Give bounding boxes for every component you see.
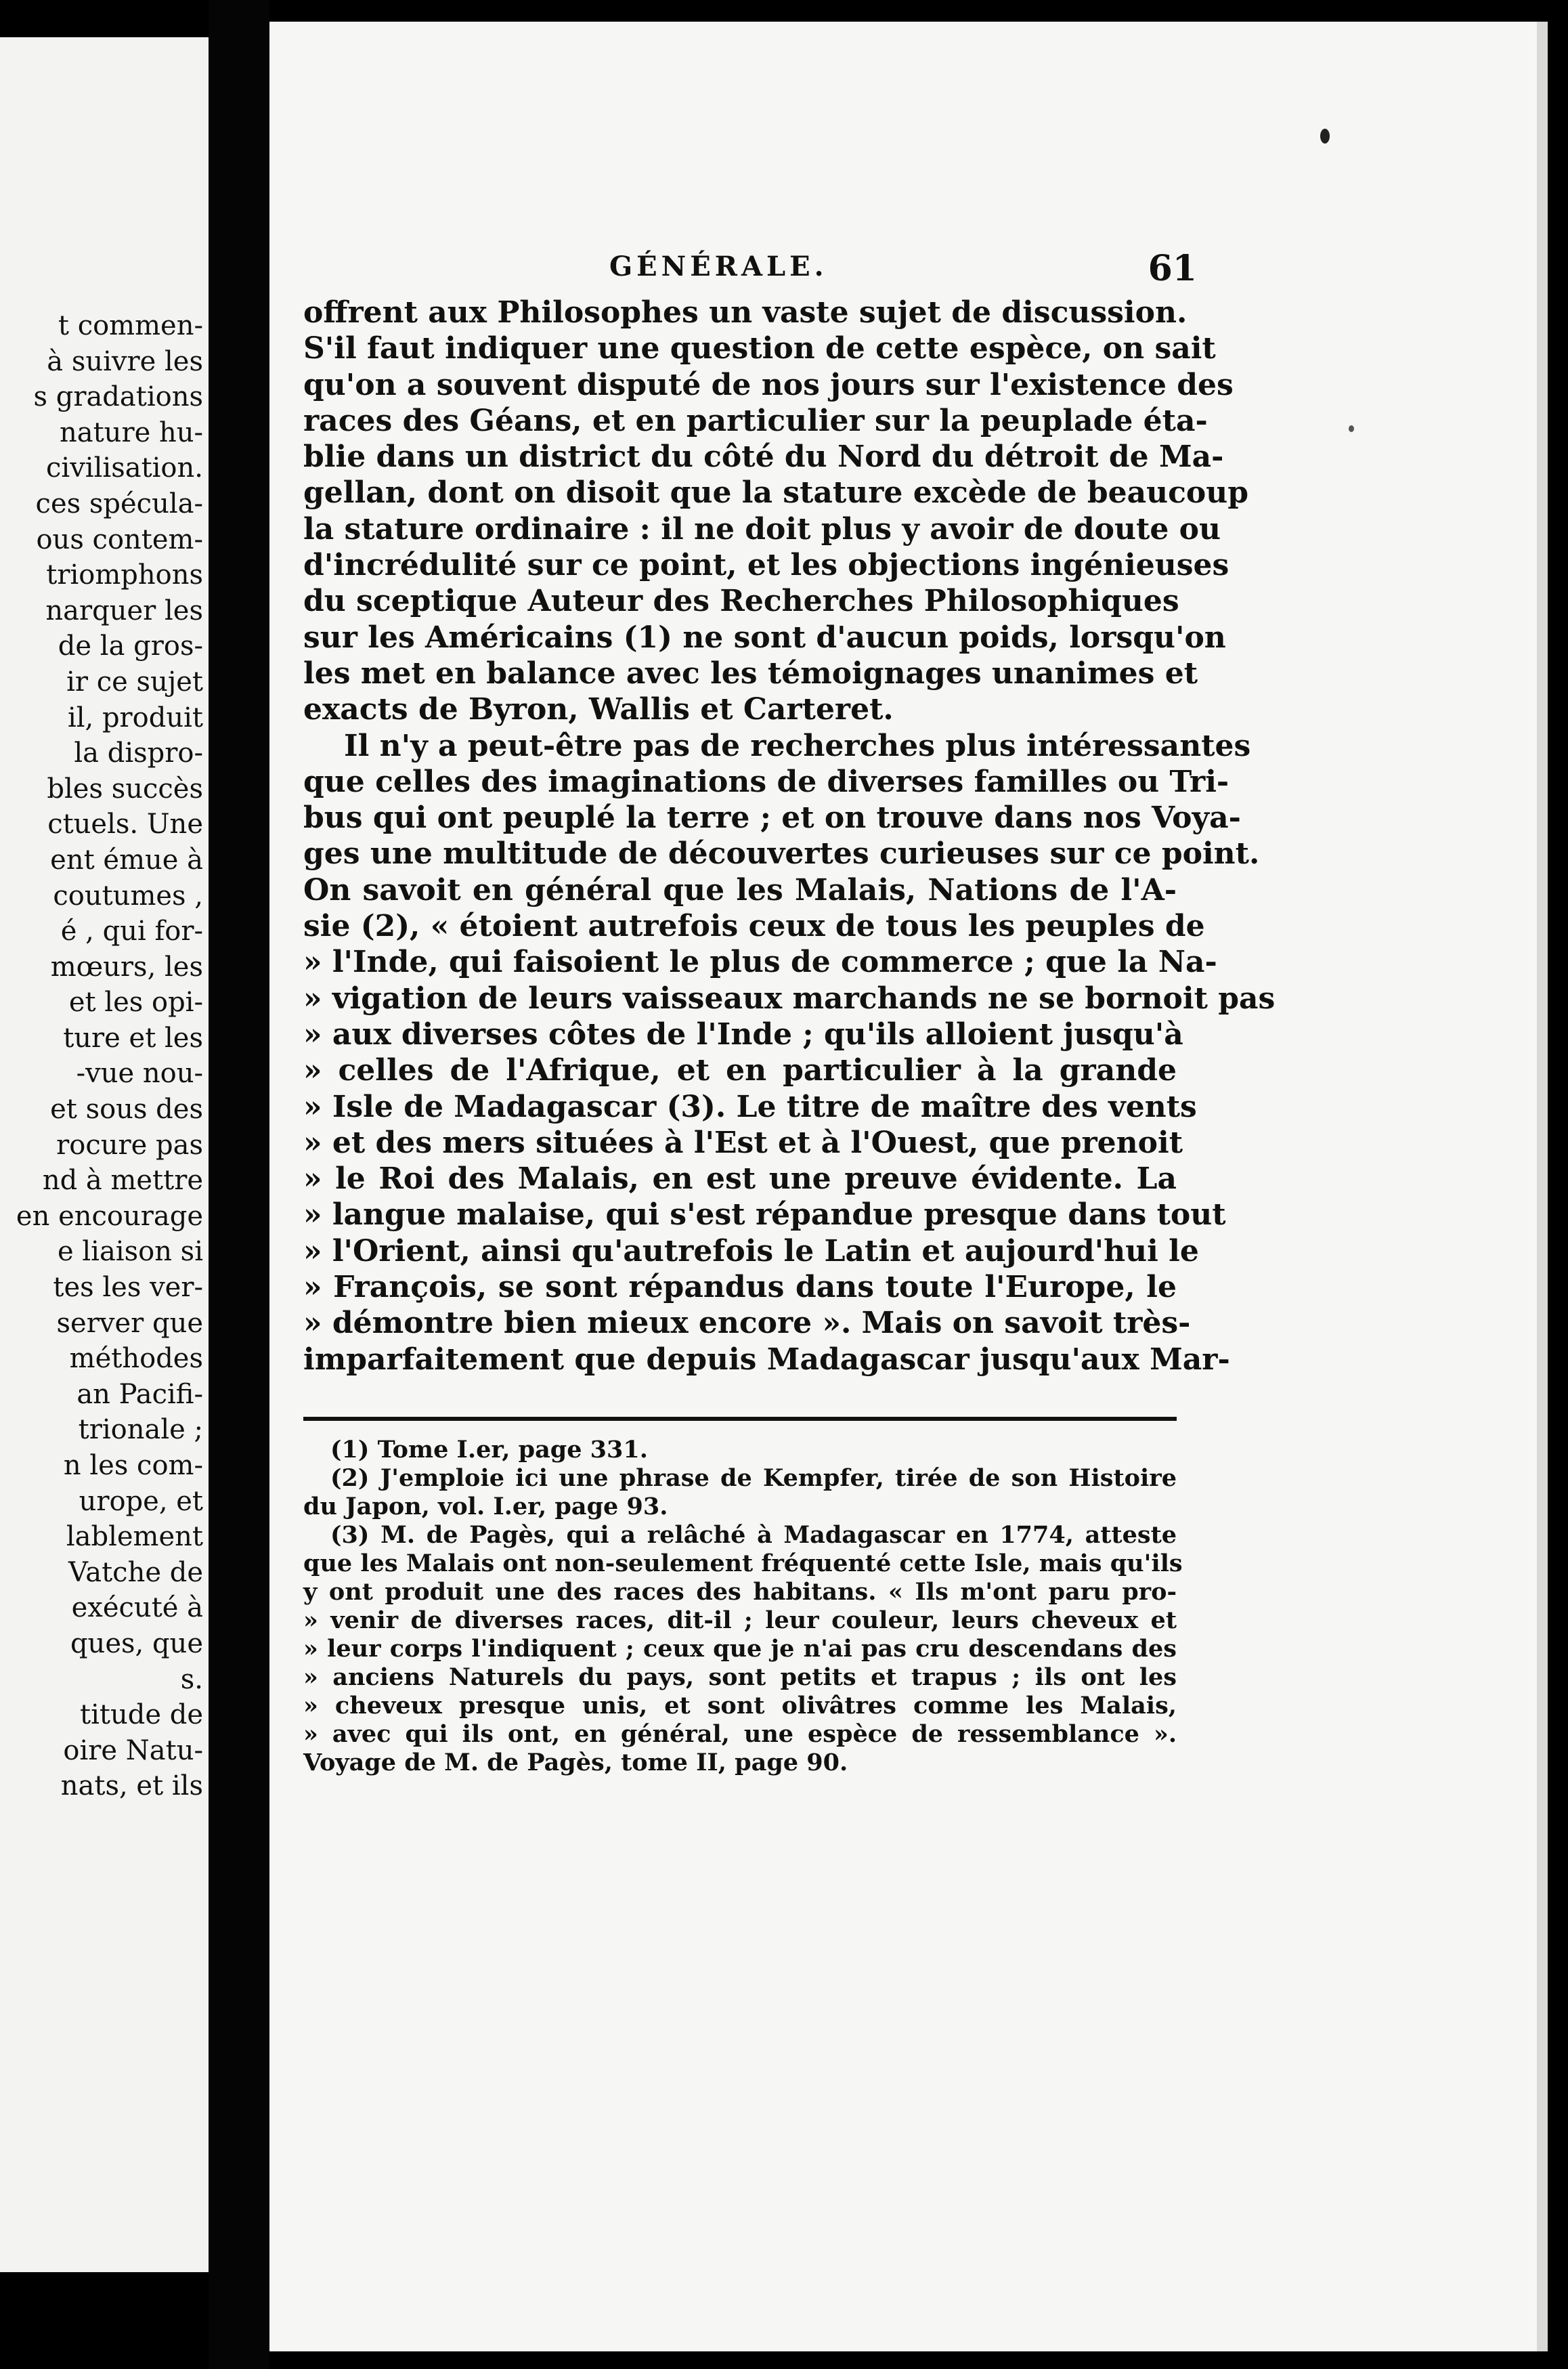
left-page-line: nd à mettre	[42, 1165, 203, 1197]
text-line: Il n'y a peut-être pas de recherches plus intéressantes	[344, 728, 1251, 763]
left-page-line: an Pacifi-	[77, 1378, 203, 1410]
text-line: les met en balance avec les témoignages unanimes et	[303, 656, 1198, 691]
left-page-line: tes les ver-	[53, 1272, 203, 1304]
left-page-line: en encourage	[16, 1200, 203, 1232]
left-page-line: ture et les	[63, 1022, 203, 1054]
left-page-line: oire Natu-	[63, 1734, 203, 1766]
left-page-line: é , qui for-	[60, 916, 203, 947]
left-page-line: e liaison si	[57, 1236, 203, 1268]
left-page-line: -vue nou-	[76, 1058, 203, 1090]
left-page-line: et sous des	[50, 1094, 203, 1126]
text-line: du sceptique Auteur des Recherches Philosophiques	[303, 584, 1179, 619]
text-line: » langue malaise, qui s'est répandue presque dans tout	[303, 1197, 1226, 1233]
text-line: » aux diverses côtes de l'Inde ; qu'ils alloient jusqu'à	[303, 1017, 1183, 1052]
footnote-line: (1) Tome I.er, page 331.	[330, 1436, 648, 1464]
left-page-line: s gradations	[33, 381, 203, 413]
text-line: d'incrédulité sur ce point, et les objections ingénieuses	[303, 548, 1229, 583]
footnote-line: du Japon, vol. I.er, page 93.	[303, 1493, 668, 1520]
footnote-line: que les Malais ont non-seulement fréquenté cette Isle, mais qu'ils	[303, 1550, 1183, 1577]
text-line: races des Géans, et en particulier sur la peuplade éta-	[303, 403, 1208, 438]
text-line: sie (2), « étoient autrefois ceux de tous les peuples de	[303, 909, 1205, 944]
running-head-title: GÉNÉRALE.	[609, 251, 828, 282]
left-page-line: nature hu-	[60, 417, 203, 448]
left-page-line: nats, et ils	[60, 1770, 203, 1802]
left-page-line: triomphons	[46, 559, 203, 591]
left-page-line: la dispro-	[74, 738, 203, 769]
left-page-line: n les com-	[63, 1450, 203, 1481]
text-line: la stature ordinaire : il ne doit plus y avoir de doute ou	[303, 511, 1221, 547]
left-page-line: il, produit	[67, 702, 203, 733]
text-line: » démontre bien mieux encore ». Mais on savoit très-	[303, 1306, 1191, 1341]
text-line: qu'on a souvent disputé de nos jours sur l'existence des	[303, 367, 1234, 402]
text-line: » Isle de Madagascar (3). Le titre de maître des vents	[303, 1089, 1197, 1124]
left-page-line: bles succès	[47, 773, 203, 805]
ink-spot	[1320, 129, 1330, 144]
text-line: On savoit en général que les Malais, Nations de l'A-	[303, 872, 1177, 908]
text-line: offrent aux Philosophes un vaste sujet de discussion.	[303, 295, 1188, 330]
text-line: » et des mers situées à l'Est et à l'Ouest, que prenoit	[303, 1125, 1183, 1160]
left-page-line: lablement	[66, 1521, 203, 1553]
text-line: que celles des imaginations de diverses familles ou Tri-	[303, 764, 1229, 799]
text-line: » l'Orient, ainsi qu'autrefois le Latin et aujourd'hui le	[303, 1233, 1199, 1268]
left-page-line: ques, que	[70, 1627, 203, 1659]
text-line: bus qui ont peuplé la terre ; et on trouve dans nos Voya-	[303, 801, 1241, 836]
left-page-line: méthodes	[69, 1343, 203, 1375]
left-page-line: ir ce sujet	[66, 666, 203, 698]
footnote-rule	[303, 1417, 1177, 1421]
left-page-text	[0, 308, 209, 1804]
footnote-line: » anciens Naturels du pays, sont petits et trapus ; ils ont les	[303, 1663, 1177, 1691]
left-page-line: ent émue à	[50, 844, 203, 876]
text-line: imparfaitement que depuis Madagascar jusqu'aux Mar-	[303, 1342, 1230, 1377]
book-gutter	[209, 0, 269, 2369]
left-page-line: Vatche de	[68, 1556, 203, 1588]
left-page-fragment	[0, 37, 209, 2272]
left-page-line: et les opi-	[68, 987, 203, 1019]
left-page-line: à suivre les	[47, 345, 203, 377]
left-page-line: s.	[180, 1663, 203, 1695]
text-line: blie dans un district du côté du Nord du détroit de Ma-	[303, 440, 1224, 475]
left-page-line: server que	[56, 1307, 203, 1339]
left-page-line: ces spécula-	[35, 488, 203, 519]
footnote-line: y ont produit une des races des habitans. « Ils m'ont paru pro-	[303, 1578, 1177, 1606]
text-line: gellan, dont on disoit que la stature excède de beaucoup	[303, 475, 1249, 511]
left-page-line: titude de	[80, 1699, 203, 1731]
text-line: » François, se sont répandus dans toute l'Europe, le	[303, 1270, 1177, 1305]
footnote-line: » avec qui ils ont, en général, une espèce de ressemblance ».	[303, 1720, 1177, 1748]
running-head	[352, 248, 1197, 291]
footnote-line: » leur corps l'indiquent ; ceux que je n'ai pas cru descendans des	[303, 1635, 1177, 1663]
left-page-line: t commen-	[58, 310, 203, 341]
footnote-line: (3) M. de Pagès, qui a relâché à Madagascar en 1774, atteste	[330, 1521, 1177, 1549]
text-line: exacts de Byron, Wallis et Carteret.	[303, 692, 894, 727]
left-page-line: civilisation.	[46, 452, 203, 484]
text-line: » celles de l'Afrique, et en particulier à la grande	[303, 1053, 1177, 1088]
text-line: » l'Inde, qui faisoient le plus de commerce ; que la Na-	[303, 945, 1217, 980]
left-page-line: mœurs, les	[50, 951, 203, 983]
left-page-line: urope, et	[79, 1485, 203, 1517]
text-line: S'il faut indiquer une question de cette espèce, on sait	[303, 331, 1216, 366]
footnote-line: » venir de diverses races, dit-il ; leur couleur, leurs cheveux et	[303, 1606, 1177, 1634]
text-line: ges une multitude de découvertes curieuses sur ce point.	[303, 836, 1260, 872]
left-page-line: de la gros-	[58, 631, 203, 662]
left-page-line: rocure pas	[56, 1129, 203, 1161]
footnote-line: » cheveux presque unis, et sont olivâtres comme les Malais,	[303, 1692, 1177, 1720]
text-line: » vigation de leurs vaisseaux marchands ne se bornoit pas	[303, 981, 1276, 1016]
left-page-line: ctuels. Une	[47, 809, 203, 840]
page-number: 61	[1148, 248, 1197, 289]
footnote-line: Voyage de M. de Pagès, tome II, page 90.	[303, 1749, 848, 1776]
left-page-line: exécuté à	[71, 1592, 203, 1624]
page-edge	[1537, 22, 1548, 2351]
left-page-line: narquer les	[45, 595, 203, 626]
main-text	[303, 295, 1276, 1378]
footnote-line: (2) J'emploie ici une phrase de Kempfer, tirée de son Histoire	[330, 1464, 1177, 1492]
left-page-line: coutumes ,	[53, 880, 203, 912]
left-page-line: trionale ;	[78, 1414, 203, 1446]
footnotes	[303, 1436, 1183, 1777]
ink-spot	[1349, 425, 1354, 432]
text-line: » le Roi des Malais, en est une preuve évidente. La	[303, 1161, 1177, 1197]
left-page-line: ous contem-	[36, 524, 203, 555]
text-line: sur les Américains (1) ne sont d'aucun poids, lorsqu'on	[303, 620, 1226, 655]
